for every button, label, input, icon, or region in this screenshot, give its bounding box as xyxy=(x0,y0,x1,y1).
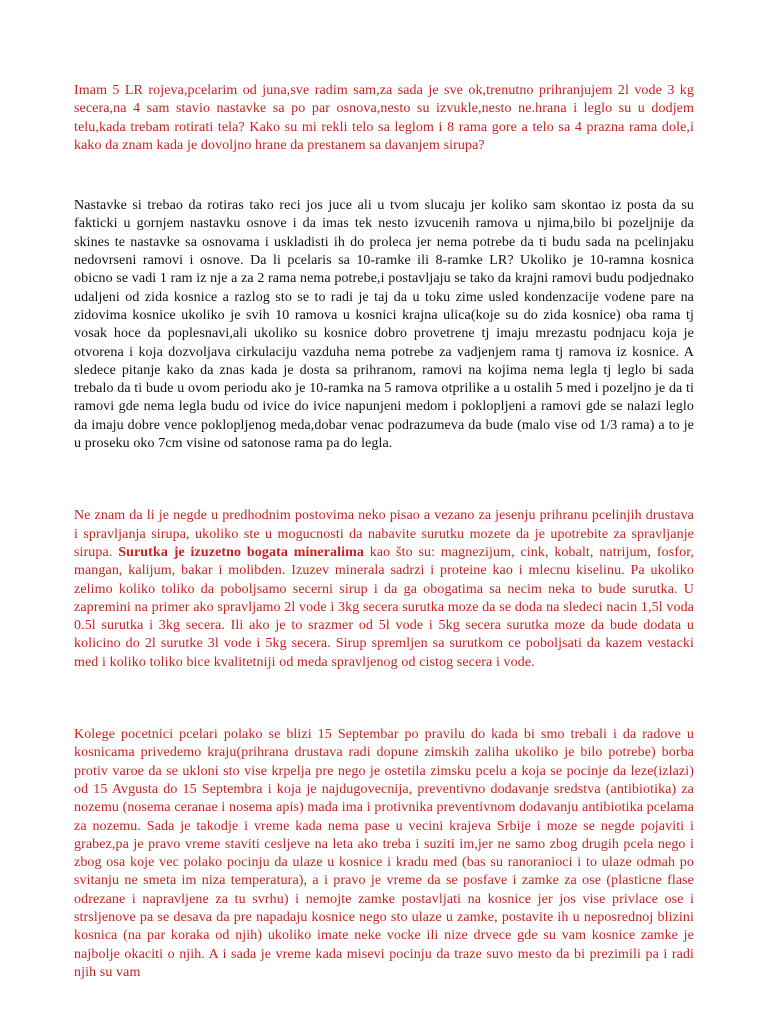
whey-details-text: kao što su: magnezijum, cink, kobalt, natrijum, fosfor, mangan, kalijum, bakar i molibden. Izuzev minerala sadrzi i proteine kao i mlecnu kiselinu. Pa ukoliko zelimo koliko toliko da poboljsamo secerni sirup i da ga obogatima sa necim neka to bude surutka. U zapremini na primer ako spravljamo 2l vode i 3kg secera surutka moze da se doda na sledeci nacin 1,5l voda 0.5l surutka i 3kg secera. Ili ako je to srazmer od 5l vode i 5kg secera surutka moze da bude dodata u kolicino do 2l surutke 3l vode i 5kg secera. Sirup spremljen sa surutkom ce poboljsati da kazem vestacki med i koliko toliko bice kvalitetniji od meda spravljenog od cistog secera i vode. xyxy=(74,544,694,670)
question-paragraph: Imam 5 LR rojeva,pcelarim od juna,sve radim sam,za sada je sve ok,trenutno prihranjujem 2l vode 3 kg secera,na 4 sam stavio nastavke sa po par osnova,nesto su izvukle,nesto ne.hrana i leglo su u dodjem telu,kada trebam rotirati tela? Kako su mi rekli telo sa leglom i 8 rama gore a telo sa 4 prazna rama dole,i kako da znam kada je dovoljno hrane da prestanem sa davanjem sirupa? xyxy=(74,83,694,153)
whey-syrup-paragraph xyxy=(74,507,694,672)
whey-intro-text: Ne znam da li je negde u predhodnim postovima neko pisao a vezano za jesenju prihranu pcelinjih drustava i spravljanja sirupa, ukoliko ste u mogucnosti da nabavite surutku mozete da je upotrebite za spravljanje sirupa. xyxy=(74,508,694,560)
answer-paragraph: Nastavke si trebao da rotiras tako reci jos juce ali u tvom slucaju jer koliko sam skontao iz posta da su fakticki u gornjem nastavku osnove i da imas tek nesto izvucenih ramova u njima,bilo bi pozeljnije da skines te nastavke sa osnovama i uskladisti ih do proleca jer nema potrebe da ti budu sada na pcelinjaku nedovrseni ramovi i osnove. Da li pcelaris sa 10-ramke ili 8-ramke LR? Ukoliko je 10-ramna kosnica obicno se vadi 1 ram iz nje a za 2 rama nema potrebe,i postavljaju se tako da krajni ramovi budu podjednako udaljeni od zida kosnice a razlog sto se to radi je taj da u toku zime usled kondenzacije vodene pare na zidovima kosnice ukoliko je svih 10 ramova u kosnici krajna ulica(koje su do zida kosnice) oba rama tj vosak hoce da poplesnavi,ali ukoliko su kosnice dobro provetrene tj imaju mrezastu podnjacu koja je otvorena i koja dozvoljava cirkulaciju vazduha nema potrebe za vadjenjem rama tj ramova iz kosnice. A sledece pitanje kako da znas kada je dosta sa prihranom, ramovi na kojima nema legla tj leglo bi sada trebalo da ti bude u ovom periodu ako je 10-ramka na 5 ramova otprilike a u ostalih 5 med i pozeljno je da ti ramovi gde nema legla budu od ivice do ivice napunjeni medom i poklopljeni a ramovi gde se nalazi leglo da imaju dobre vence poklopljenog meda,dobar venac podrazumeva da bude (malo vise od 1/3 rama) a to je u proseku oko 7cm visine od satonose rama pa do legla. xyxy=(74,198,694,452)
whey-minerals-bold-text: Surutka je izuzetno bogata mineralima xyxy=(118,544,364,560)
document-page xyxy=(74,82,694,982)
beginner-beekeepers-paragraph: Kolege pocetnici pcelari polako se blizi 15 Septembar po pravilu do kada bi smo trebali i da radove u kosnicama privedemo kraju(prihrana drustava radi dopune zimskih zaliha ukoliko je bilo potrebe) borba protiv varoe da se ukloni sto vise krpelja pre nego je ostetila zimsku pcelu a koja se pocinje da leze(izlazi) od 15 Avgusta do 15 Septembra i koja je najdugovecnija, preventivno dodavanje sredstva (antibiotika) za nozemu (nosema ceranae i nosema apis) mada ima i protivnika preventivnom dodavanju antibiotika pcelama za nozemu. Sada je takodje i vreme kada nema pase u vecini krajeva Srbije i moze se negde pojaviti i grabez,pa je pravo vreme staviti cesljeve na leta ako treba i suziti im,jer ne samo zbog drugih pcela nego i zbog osa koje vec polako pocinju da ulaze u kosnice i kradu med (bas su ranoranioci i to ulaze odmah po svitanju ne smeta im niza temperatura), a i pravo je vreme da se posfave i zamke za ose (plasticne flase odrezane i napravljene za tu svrhu) i nemojte zamke postavljati na kosnice jer jos vise privlace ose i strsljenove pa se desava da pre napadaju kosnice nego sto ulaze u zamke, postavite ih u neposrednoj blizini kosnica (na par koraka od njih) ukoliko imate neke vocke ili nize drvece gde su vam kosnice zamke je najbolje okaciti o njih. A i sada je vreme kada misevi pocinju da traze suvo mesto da bi prezimili pa i radi njih su vam xyxy=(74,727,694,980)
